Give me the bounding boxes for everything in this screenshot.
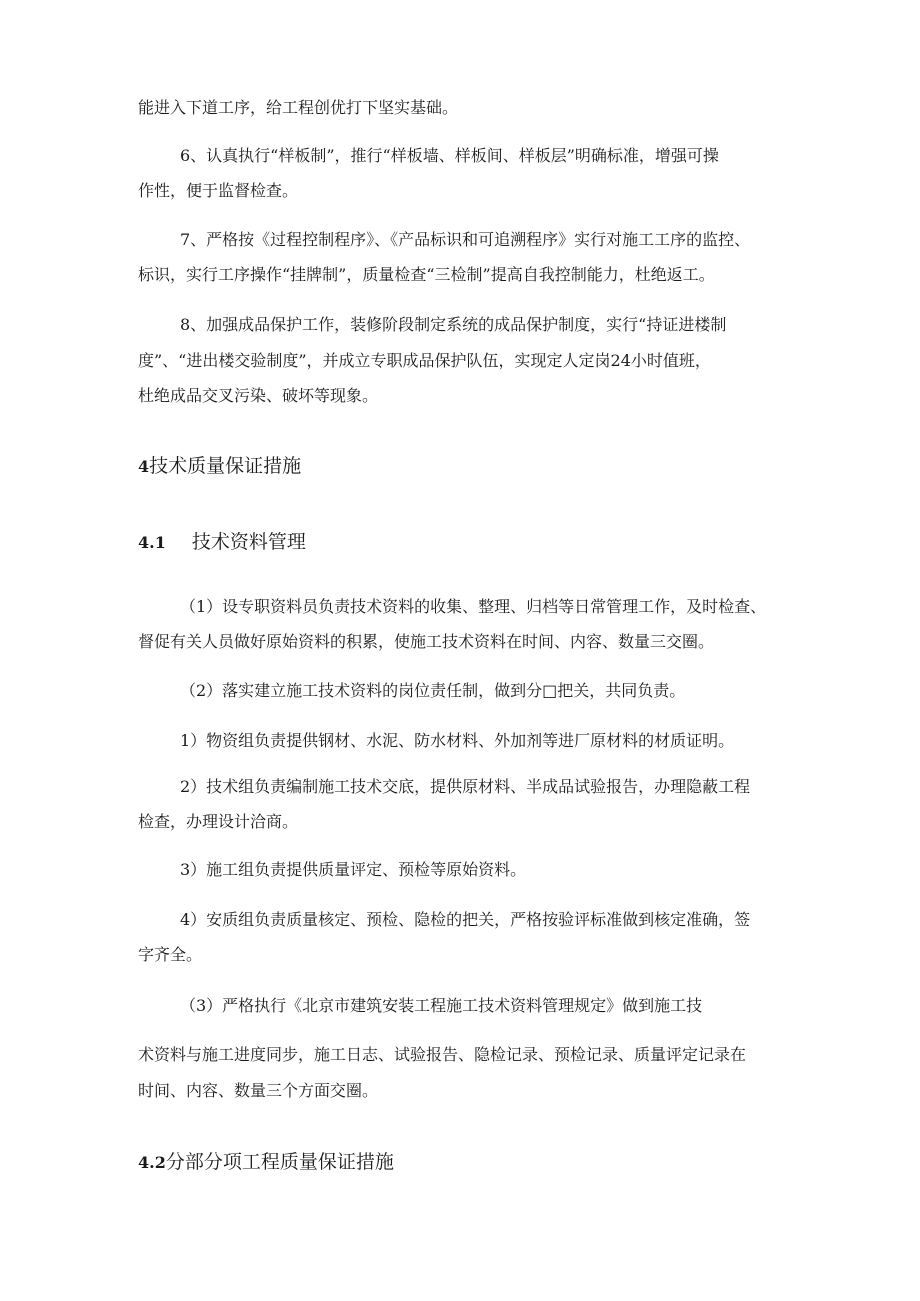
paragraph-line: 8、加强成品保护工作，装修阶段制定系统的成品保护制度，实行“持证进楼制: [180, 315, 727, 334]
paragraph-line: 标识，实行工序操作“挂牌制”，质量检查“三检制”提高自我控制能力，杜绝返工。: [138, 265, 715, 284]
paragraph-line: （3）严格执行《北京市建筑安装工程施工技术资料管理规定》做到施工技: [180, 996, 703, 1015]
section-number: 4.2: [138, 1153, 166, 1172]
paragraph-line: 术资料与施工进度同步，施工日志、试验报告、隐检记录、预检记录、质量评定记录在: [138, 1045, 747, 1064]
section-heading-4-1: [138, 530, 306, 555]
paragraph-line: 4）安质组负责质量核定、预检、隐检的把关，严格按验评标准做到核定准确，签: [180, 910, 751, 929]
paragraph-line: 字齐全。: [138, 945, 203, 964]
paragraph-line: 3）施工组负责提供质量评定、预检等原始资料。: [180, 860, 527, 879]
section-number: 4.1: [138, 533, 166, 552]
section-heading-4: [138, 454, 301, 479]
section-title: 分部分项工程质量保证措施: [165, 1151, 394, 1173]
paragraph-line: 能进入下道工序，给工程创优打下坚实基础。: [138, 98, 459, 117]
paragraph-line: 2）技术组负责编制施工技术交底，提供原材料、半成品试验报告，办理隐蔽工程: [180, 777, 751, 796]
paragraph-line: 检查，办理设计洽商。: [138, 812, 299, 831]
paragraph-line: 督促有关人员做好原始资料的积累，使施工技术资料在时间、内容、数量三交圈。: [138, 632, 715, 651]
section-heading-4-2: [138, 1150, 394, 1175]
paragraph-line: 7、严格按《过程控制程序》、《产品标识和可追溯程序》实行对施工工序的监控、: [180, 230, 751, 249]
paragraph-line: 时间、内容、数量三个方面交圈。: [138, 1081, 379, 1100]
paragraph-line: （1）设专职资料员负责技术资料的收集、整理、归档等日常管理工作，及时检查、: [180, 597, 767, 616]
section-title: 技术质量保证措施: [149, 455, 302, 477]
paragraph-line: 杜绝成品交叉污染、破坏等现象。: [138, 386, 379, 405]
section-title: 技术资料管理: [191, 531, 306, 553]
paragraph-line: 1）物资组负责提供钢材、水泥、防水材料、外加剂等进厂原材料的材质证明。: [180, 731, 735, 750]
paragraph-line: （2）落实建立施工技术资料的岗位责任制，做到分□把关，共同负责。: [180, 681, 686, 700]
paragraph-line: 作性，便于监督检查。: [138, 181, 299, 200]
paragraph-line: 6、认真执行“样板制”，推行“样板墙、样板间、样板层”明确标准，增强可操: [180, 146, 719, 165]
section-number: 4: [138, 457, 150, 476]
paragraph-line: 度”、“进出楼交验制度”，并成立专职成品保护队伍，实现定人定岗24小时值班，: [138, 351, 711, 370]
